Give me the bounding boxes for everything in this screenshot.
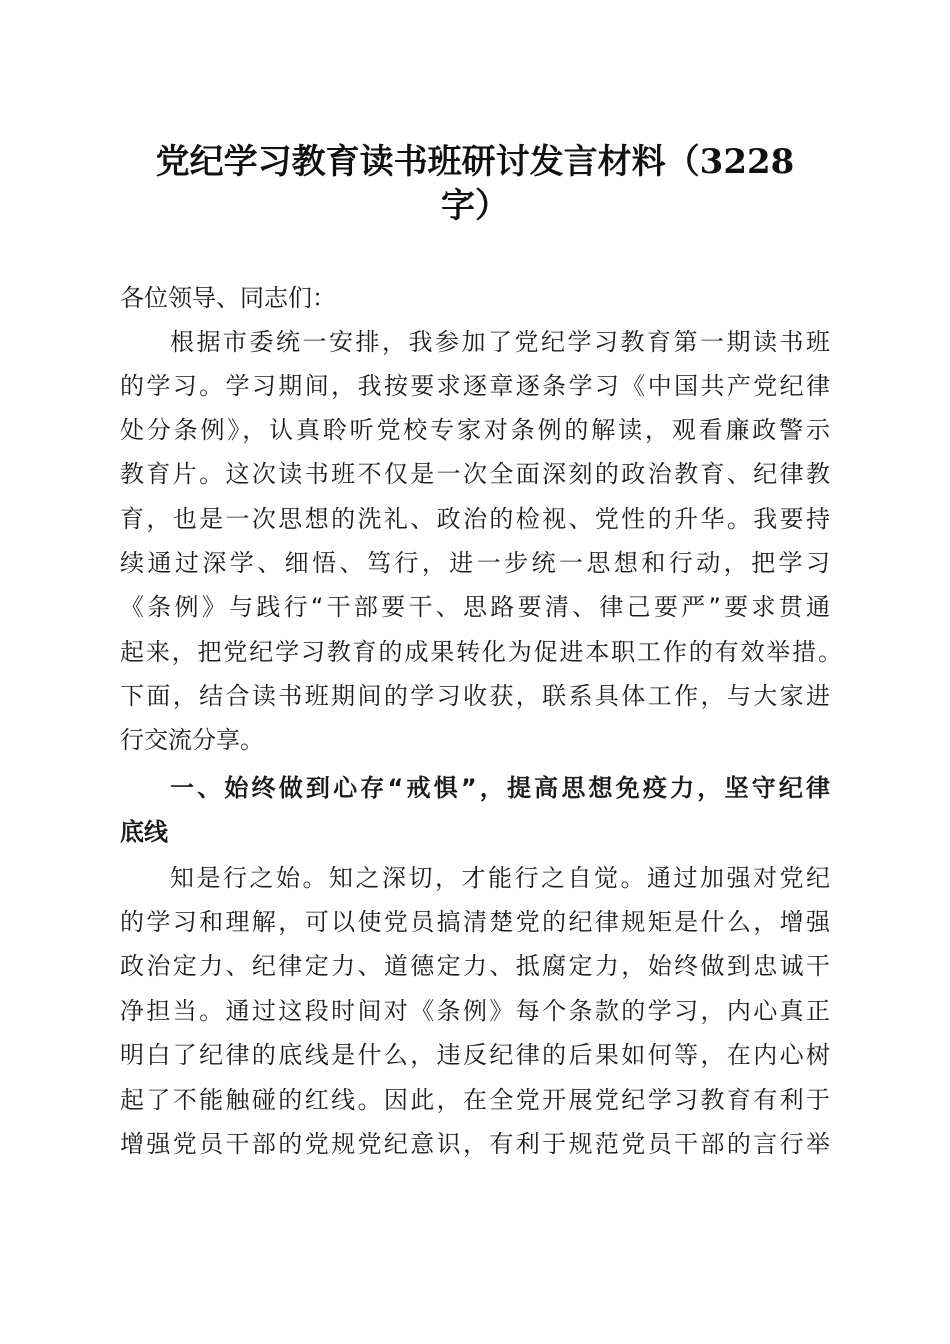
paragraph-1-line: 《条例》与践行“干部要干、思路要清、律己要严”要求贯通 — [120, 593, 830, 621]
document-title-line-2: 字） — [441, 186, 509, 226]
paragraph-2-line: 增强党员干部的党规党纪意识，有利于规范党员干部的言行举 — [120, 1130, 830, 1158]
paragraph-1-line: 教育片。这次读书班不仅是一次全面深刻的政治教育、纪律教 — [120, 460, 830, 488]
paragraph-1-line: 行交流分享。 — [120, 726, 264, 754]
paragraph-2-line: 起了不能触碰的红线。因此，在全党开展党纪学习教育有利于 — [120, 1086, 830, 1114]
paragraph-1-line: 下面，结合读书班期间的学习收获，联系具体工作，与大家进 — [120, 682, 830, 710]
paragraph-1-line: 育，也是一次思想的洗礼、政治的检视、党性的升华。我要持 — [120, 505, 830, 533]
salutation: 各位领导、同志们： — [120, 284, 336, 312]
section-heading-1-line: 一、始终做到心存“戒惧”，提高思想免疫力，坚守纪律 — [170, 774, 830, 802]
paragraph-2-line: 知是行之始。知之深切，才能行之自觉。通过加强对党纪 — [170, 864, 830, 892]
paragraph-2-line: 政治定力、纪律定力、道德定力、抵腐定力，始终做到忠诚干 — [120, 952, 830, 980]
document-title-line-1: 党纪学习教育读书班研讨发言材料（3228 — [155, 142, 795, 182]
paragraph-1-line: 处分条例》，认真聆听党校专家对条例的解读，观看廉政警示 — [120, 416, 830, 444]
paragraph-1-line: 根据市委统一安排，我参加了党纪学习教育第一期读书班 — [170, 328, 830, 356]
paragraph-1-line: 起来，把党纪学习教育的成果转化为促进本职工作的有效举措。 — [120, 638, 842, 666]
paragraph-2-line: 明白了纪律的底线是什么，违反纪律的后果如何等，在内心树 — [120, 1041, 830, 1069]
paragraph-1-line: 的学习。学习期间，我按要求逐章逐条学习《中国共产党纪律 — [120, 372, 830, 400]
paragraph-2-line: 的学习和理解，可以使党员搞清楚党的纪律规矩是什么，增强 — [120, 908, 830, 936]
paragraph-2-line: 净担当。通过这段时间对《条例》每个条款的学习，内心真正 — [120, 997, 830, 1025]
section-heading-1-line: 底线 — [120, 818, 168, 846]
paragraph-1-line: 续通过深学、细悟、笃行，进一步统一思想和行动，把学习 — [120, 549, 830, 577]
